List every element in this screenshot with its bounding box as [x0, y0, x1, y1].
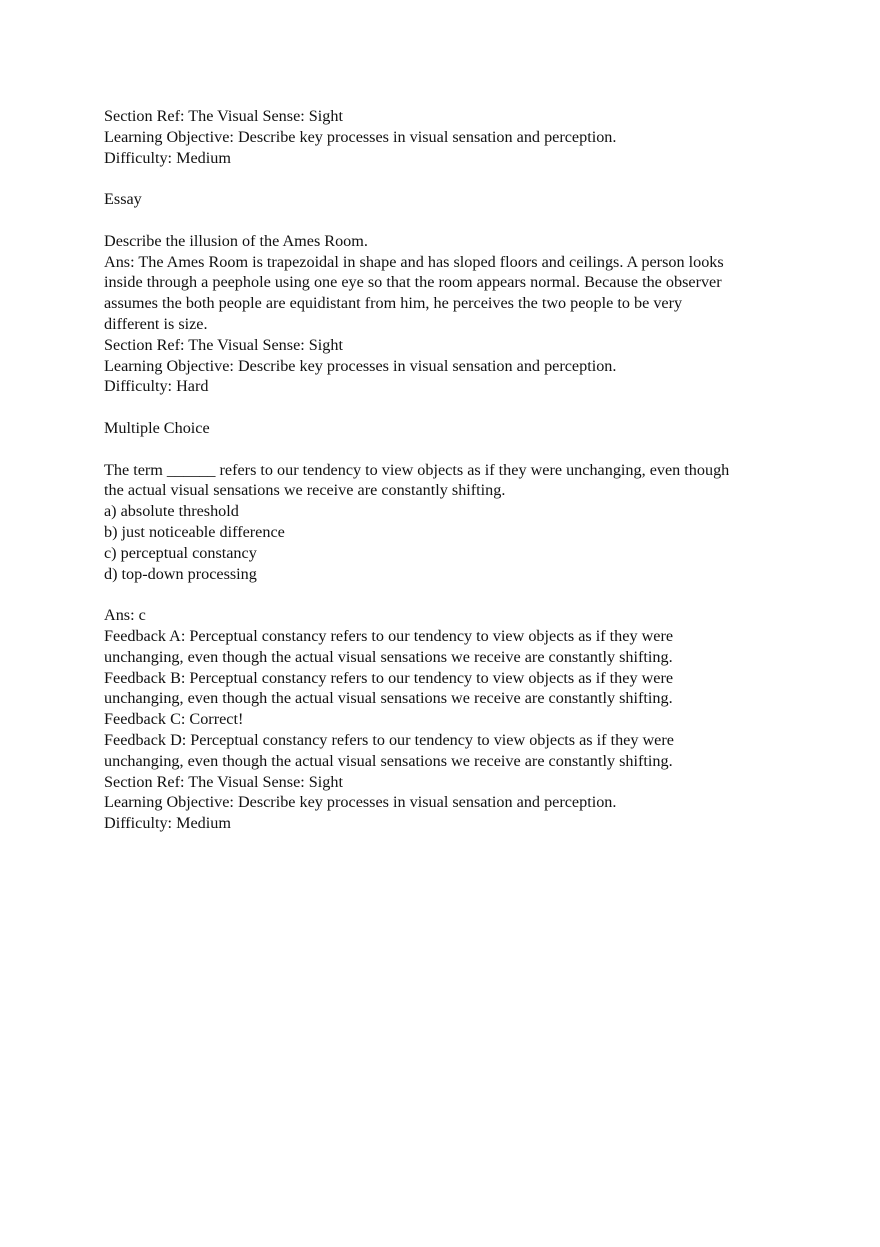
document-page	[104, 106, 794, 834]
mc-option-b: b) just noticeable difference	[104, 522, 285, 541]
spacer	[104, 439, 794, 460]
mc-answer: Ans: c	[104, 606, 146, 625]
feedback-d-line: Feedback D: Perceptual constancy refers to our tendency to view objects as if they were	[104, 730, 674, 749]
essay-answer-line: inside through a peephole using one eye so that the room appears normal. Because the observer	[104, 273, 722, 292]
difficulty: Difficulty: Medium	[104, 814, 231, 833]
essay-answer-line: assumes the both people are equidistant from him, he perceives the two people to be very	[104, 294, 683, 313]
spacer	[104, 210, 794, 231]
feedback-d-line: unchanging, even though the actual visual sensations we receive are constantly shifting.	[104, 751, 673, 770]
spacer	[104, 397, 794, 418]
feedback-a-line: unchanging, even though the actual visual sensations we receive are constantly shifting.	[104, 647, 673, 666]
spacer	[104, 168, 794, 189]
mc-option-a: a) absolute threshold	[104, 502, 239, 521]
feedback-a-line: Feedback A: Perceptual constancy refers to our tendency to view objects as if they were	[104, 626, 674, 645]
section-ref: Section Ref: The Visual Sense: Sight	[104, 335, 343, 354]
learning-objective: Learning Objective: Describe key processes in visual sensation and perception.	[104, 356, 617, 375]
section-ref: Section Ref: The Visual Sense: Sight	[104, 772, 343, 791]
learning-objective: Learning Objective: Describe key processes in visual sensation and perception.	[104, 127, 617, 146]
learning-objective: Learning Objective: Describe key processes in visual sensation and perception.	[104, 793, 617, 812]
feedback-b-line: Feedback B: Perceptual constancy refers to our tendency to view objects as if they were	[104, 668, 674, 687]
mc-question-line: The term ______ refers to our tendency to view objects as if they were unchanging, even though	[104, 460, 730, 479]
mc-question-line: the actual visual sensations we receive are constantly shifting.	[104, 481, 506, 500]
difficulty: Difficulty: Hard	[104, 377, 209, 396]
difficulty: Difficulty: Medium	[104, 148, 231, 167]
essay-answer-line: Ans: The Ames Room is trapezoidal in shape and has sloped floors and ceilings. A person looks	[104, 252, 724, 271]
essay-heading: Essay	[104, 190, 142, 209]
spacer	[104, 584, 794, 605]
feedback-c: Feedback C: Correct!	[104, 710, 244, 729]
essay-answer-line: different is size.	[104, 314, 208, 333]
mc-option-c: c) perceptual constancy	[104, 543, 257, 562]
section-ref: Section Ref: The Visual Sense: Sight	[104, 107, 343, 125]
mc-heading: Multiple Choice	[104, 418, 210, 437]
essay-question: Describe the illusion of the Ames Room.	[104, 231, 368, 250]
feedback-b-line: unchanging, even though the actual visual sensations we receive are constantly shifting.	[104, 689, 673, 708]
mc-option-d: d) top-down processing	[104, 564, 257, 583]
